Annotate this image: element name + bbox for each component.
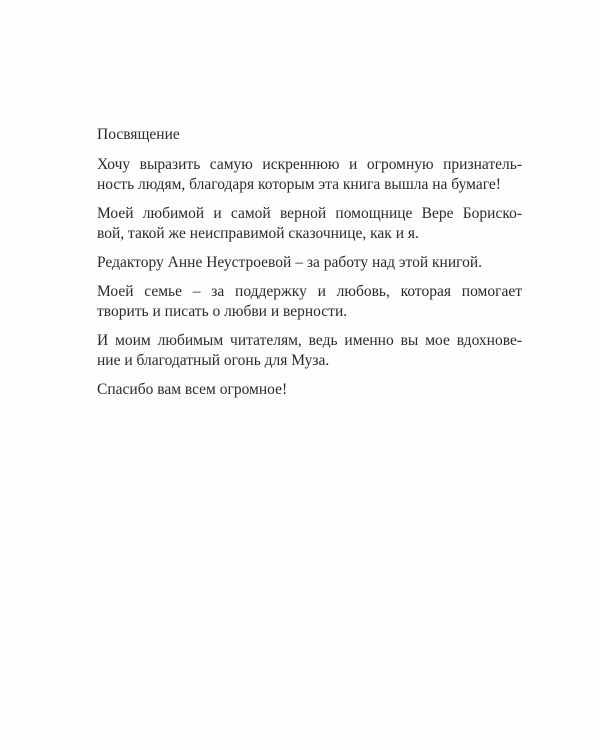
text-line: вой, такой же неисправимой сказочнице, как и я. xyxy=(97,225,419,242)
paragraph xyxy=(97,282,522,322)
text-line: Редактору Анне Неустроевой – за работу над этой книгой. xyxy=(97,254,483,271)
paragraph xyxy=(97,380,522,400)
dedication-page xyxy=(97,125,522,409)
text-line: ние и благодатный огонь для Муза. xyxy=(97,352,330,369)
paragraph xyxy=(97,253,522,273)
paragraph xyxy=(97,155,522,195)
paragraph xyxy=(97,331,522,371)
text-line: Хочу выразить самую искреннюю и огромную признатель- xyxy=(97,156,522,173)
text-line: Моей любимой и самой верной помощнице Вере Бориско- xyxy=(97,205,522,222)
text-line: ность людям, благодаря которым эта книга вышла на бумаге! xyxy=(97,176,501,193)
text-line: Спасибо вам всем огромное! xyxy=(97,381,288,398)
paragraph xyxy=(97,204,522,244)
text-line: Моей семье – за поддержку и любовь, которая помогает xyxy=(97,283,522,300)
text-line: творить и писать о любви и верности. xyxy=(97,303,348,320)
text-line: И моим любимым читателям, ведь именно вы мое вдохнове- xyxy=(97,332,522,349)
page-title: Посвящение xyxy=(97,126,180,143)
